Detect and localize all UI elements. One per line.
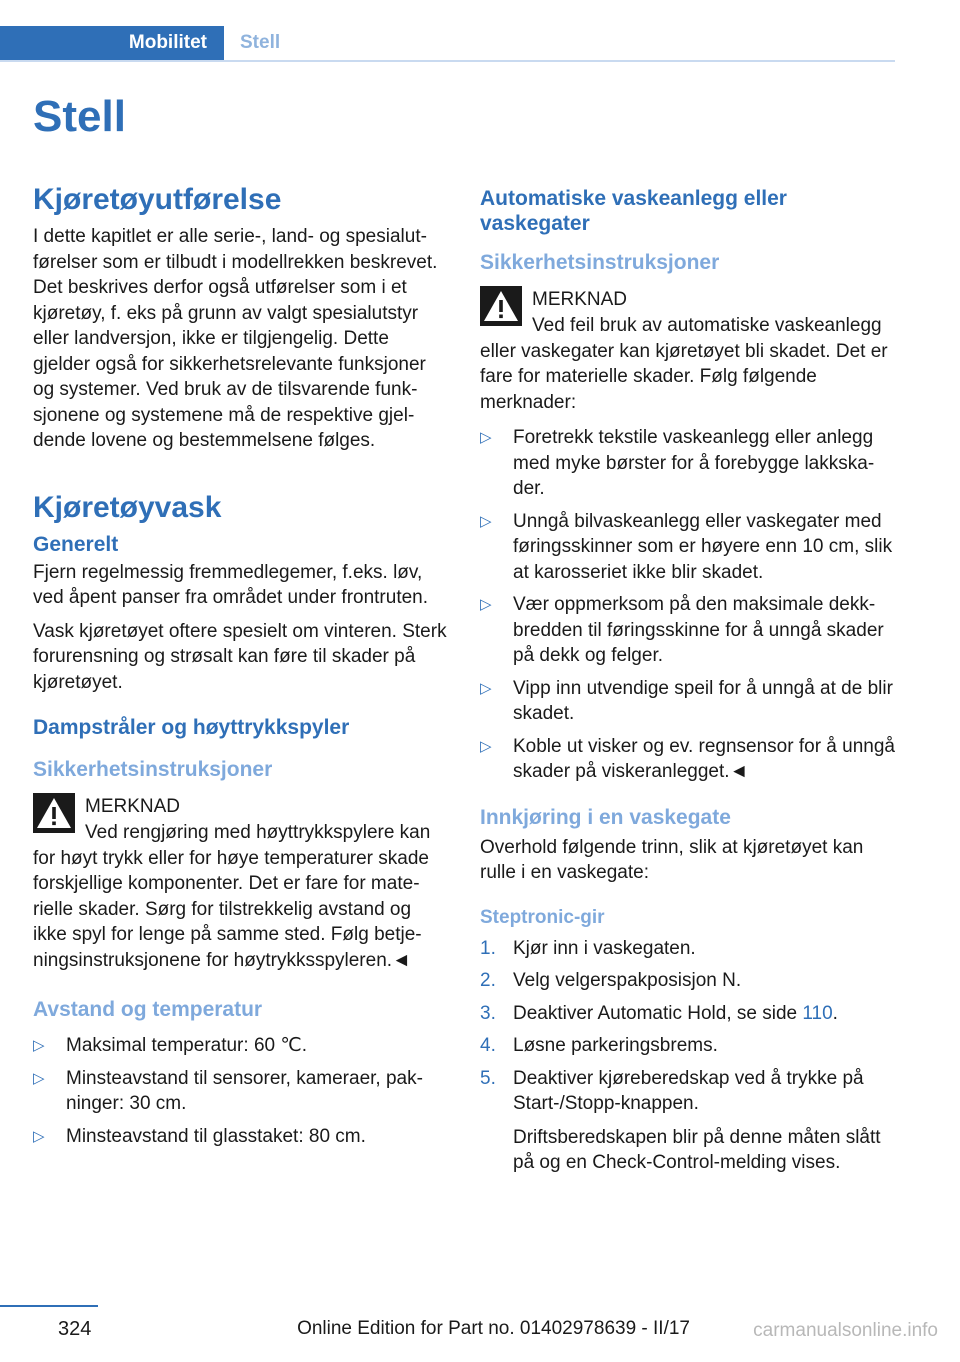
list-item: ▷ Minsteavstand til sensorer, kameraer, pakninger: 30 cm. (33, 1067, 423, 1114)
list-item: 4. Løsne parkeringsbrems. (480, 1035, 718, 1056)
paragraph: Vask kjøretøyet oftere spesielt om vinteren. Sterk forurensning og strøsalt kan føre til skader på kjøretøyet. (33, 620, 447, 693)
triangle-right-icon: ▷ (480, 429, 492, 446)
edition-text: Online Edition for Part no. 01402978639 - II/17 (297, 1318, 690, 1339)
list-item: ▷ Vipp inn utvendige speil for å unngå at de blir skadet. (480, 677, 893, 724)
bullet-list-avstand (33, 1033, 449, 1149)
triangle-right-icon: ▷ (480, 737, 492, 755)
watermark: carmanualsonline.info (753, 1320, 938, 1341)
notice-text: Ved feil bruk av automatiske vaskeanlegg eller vaskegater kan kjøretøyet bli skadet. Det er fare for materielle skader. Følg følgende merknader: (480, 315, 888, 413)
list-item: ▷ Minsteavstand til glasstaket: 80 cm. (33, 1124, 449, 1150)
list-item: 5. Deaktiver kjøreberedskap ved å trykke på Start-/Stopp-knappen. Driftsberedskapen blir på denne måten slått på og en Check-Control-melding vises. (480, 1066, 896, 1176)
subsection-title-generelt: Generelt (33, 532, 119, 556)
page-number: 324 (58, 1318, 92, 1340)
paragraph: Overhold følgende trinn, slik at kjøretøyet kan rulle i en vaskegate: (480, 836, 864, 883)
section-title-kjoretoyutforelse: Kjøretøyutførelse (33, 183, 282, 216)
list-item: ▷ Foretrekk tekstile vaskeanlegg eller anlegg med myke børster for å forebygge lakkskader. (480, 427, 875, 499)
bullet-list-notice (480, 425, 896, 785)
numbered-steps (480, 936, 896, 1176)
warning-triangle-icon (33, 793, 75, 833)
list-item: 2. Velg velgerspakposisjon N. (480, 970, 742, 991)
notice-box (480, 286, 896, 415)
triangle-right-icon: ▷ (33, 1127, 45, 1145)
notice-label: MERKNAD (85, 796, 181, 817)
notice-text: Ved rengjøring med høyttrykkspylere kan for høyt trykk eller for høye temperaturer skade forskjellige komponenter. Det er fare for materielle skader. Sørg for tilstrekkelig avstand og ikke spyl for lenge på samme sted. Følg betjeningsinstruksjonene for høytrykksspyleren.◄ (33, 822, 431, 971)
subsection-title-avstand: Avstand og temperatur (33, 998, 263, 1021)
safety-title: Sikkerhetsinstruksjoner (33, 758, 273, 781)
list-item: ▷ Maksimal temperatur: 60 ℃. (33, 1033, 449, 1059)
warning-triangle-icon (480, 286, 522, 326)
page-link-110[interactable]: 110 (802, 1002, 833, 1024)
section-title-kjoretoyvask: Kjøretøyvask (33, 490, 222, 524)
footer-divider (0, 1305, 98, 1307)
notice-label: MERKNAD (532, 289, 628, 310)
subsection-title-steptronic: Steptronic-gir (480, 906, 605, 928)
tab-mobilitet[interactable]: Mobilitet (0, 26, 224, 60)
subsection-title-dampstraler: Dampstråler og høyttrykkspyler (33, 716, 350, 739)
right-column (480, 186, 896, 1183)
triangle-right-icon: ▷ (480, 679, 492, 697)
list-item: 3. Deaktiver Automatic Hold, se side 110. (480, 1002, 838, 1024)
paragraph: I dette kapitlet er alle serie-, land- og spesialutførelser som er tilbudt i modellrekken beskrevet. Det beskrives derfor også utførelser som i et kjøretøy, f. eks på grunn av valgt spesialutstyr eller landversjon, ikke er tilgjengelig. Dette gjelder også for sikkerhetsrelevante funksjoner og systemer. Ved bruk av de tilsvarende funksjonene og systemene må de respektive gjeldende lovene og bestemmelsene følges. (33, 226, 438, 451)
list-item: 1. Kjør inn i vaskegaten. (480, 937, 696, 959)
subsection-title-innkjoring: Innkjøring i en vaskegate (480, 805, 731, 829)
list-item: ▷ Unngå bilvaskeanlegg eller vaskegater med føringsskinner som er høyere enn 10 cm, slik at karosseriet ikke blir skadet. (480, 510, 893, 583)
list-item: ▷ Koble ut visker og ev. regnsensor for å unngå skader på viskeranlegget.◄ (480, 735, 895, 782)
notice-box (33, 793, 449, 973)
list-item: ▷ Vær oppmerksom på den maksimale dekkbredden til føringsskinne for å unngå skader på dekk og felger. (480, 594, 884, 666)
step-subtext: Driftsberedskapen blir på denne måten slått på og en Check-Control-melding vises. (513, 1126, 881, 1173)
triangle-right-icon: ▷ (33, 1069, 45, 1087)
triangle-right-icon: ▷ (33, 1037, 45, 1054)
subsection-title-automatiske: Automatiske vaskeanlegg eller vaskegater (480, 187, 787, 235)
tab-stell[interactable]: Stell (240, 32, 281, 53)
safety-title: Sikkerhetsinstruksjoner (480, 251, 720, 274)
triangle-right-icon: ▷ (480, 512, 492, 530)
triangle-right-icon: ▷ (480, 596, 492, 613)
header-bar (0, 26, 895, 62)
left-column (33, 180, 449, 1156)
paragraph: Fjern regelmessig fremmedlegemer, f.eks. løv, ved åpent panser fra området under frontruten. (33, 561, 429, 608)
chapter-title: Stell (33, 92, 126, 141)
